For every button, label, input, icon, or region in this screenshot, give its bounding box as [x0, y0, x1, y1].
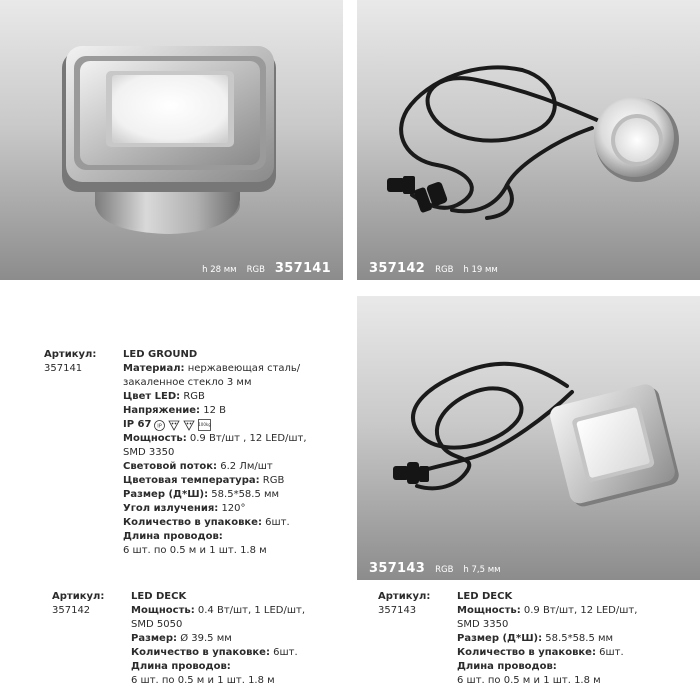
- spec-value: 0.4 Вт/шт, 1 LED/шт,: [194, 605, 306, 616]
- ip-rating-row: [123, 418, 307, 432]
- spec-label: Размер:: [131, 633, 178, 644]
- photo-caption: [369, 561, 501, 576]
- color-label: RGB: [435, 265, 454, 275]
- spec-value: RGB: [180, 391, 205, 402]
- svg-text:IP: IP: [157, 423, 163, 429]
- spec-label: Размер (Д*Ш):: [457, 633, 543, 644]
- spec-value: нержавеющая сталь/: [184, 363, 301, 374]
- spec-line: [131, 618, 305, 632]
- photo-caption: [202, 261, 331, 276]
- product-title: LED DECK: [131, 591, 187, 602]
- water-drops-icon: [183, 420, 195, 431]
- spec-label: Световой поток:: [123, 461, 218, 472]
- height-label: h 7,5 мм: [463, 565, 501, 575]
- spec-line: [131, 674, 305, 688]
- product-code: 357141: [274, 261, 331, 276]
- spec-block-357142: [52, 590, 352, 690]
- square-ground-lamp-image: [0, 0, 343, 280]
- product-photo-357142: [357, 0, 700, 280]
- round-deck-lamp-image: [357, 0, 700, 280]
- spec-value: закаленное стекло 3 мм: [123, 377, 252, 388]
- spec-value: 6шт.: [261, 517, 290, 528]
- water-drops-icon: [168, 420, 180, 431]
- spec-line: [457, 604, 637, 618]
- article-label: Артикул:: [52, 591, 105, 602]
- spec-value: 6 шт. по 0.5 м и 1 шт. 1.8 м: [131, 675, 275, 686]
- spec-value: 6.2 Лм/шт: [217, 461, 273, 472]
- load-100kg-icon: [198, 419, 211, 431]
- spec-label: Цветовая температура:: [123, 475, 260, 486]
- spec-block-357143: [378, 590, 698, 690]
- spec-line: [123, 460, 307, 474]
- spec-value: 0.9 Вт/шт, 12 LED/шт,: [520, 605, 638, 616]
- product-title: LED DECK: [457, 591, 513, 602]
- spec-label: Длина проводов:: [457, 661, 557, 672]
- spec-label: Мощность:: [457, 605, 521, 616]
- spec-label: Напряжение:: [123, 405, 201, 416]
- spec-label: Мощность:: [131, 605, 195, 616]
- spec-label: Количество в упаковке:: [457, 647, 596, 658]
- spec-line: [123, 488, 307, 502]
- spec-line: [123, 432, 307, 446]
- spec-label: Количество в упаковке:: [123, 517, 262, 528]
- spec-value: 6 шт. по 0.5 м и 1 шт. 1.8 м: [457, 675, 601, 686]
- photo-caption: [369, 261, 498, 276]
- spec-value: 120°: [218, 503, 246, 514]
- article-value: 357142: [52, 605, 91, 616]
- spec-value: 6 шт. по 0.5 м и 1 шт. 1.8 м: [123, 545, 267, 556]
- spec-line: [457, 646, 637, 660]
- spec-lines: [131, 590, 305, 688]
- article-value: 357141: [44, 363, 83, 374]
- spec-value: 6шт.: [595, 647, 624, 658]
- spec-value: 58.5*58.5 мм: [208, 489, 280, 500]
- color-label: RGB: [435, 565, 454, 575]
- spec-label: Длина проводов:: [131, 661, 231, 672]
- svg-text:100kg: 100kg: [198, 422, 212, 427]
- spec-label: Мощность:: [123, 433, 187, 444]
- spec-value: Ø 39.5 мм: [177, 633, 232, 644]
- spec-line: [457, 632, 637, 646]
- spec-label: Угол излучения:: [123, 503, 219, 514]
- spec-lines: [457, 590, 637, 688]
- spec-lines: [123, 348, 307, 558]
- product-photo-357143: [357, 296, 700, 580]
- product-photo-357141: [0, 0, 343, 280]
- spec-line: [123, 502, 307, 516]
- spec-value: 12 В: [200, 405, 226, 416]
- spec-label: Размер (Д*Ш):: [123, 489, 209, 500]
- article-value: 357143: [378, 605, 417, 616]
- spec-value: 6шт.: [269, 647, 298, 658]
- spec-line: [123, 404, 307, 418]
- spec-line: [123, 446, 307, 460]
- spec-line: [131, 632, 305, 646]
- spec-line: [457, 674, 637, 688]
- spec-label: Количество в упаковке:: [131, 647, 270, 658]
- article-label: Артикул:: [44, 349, 97, 360]
- product-title: LED GROUND: [123, 349, 198, 360]
- spec-label: Материал:: [123, 363, 185, 374]
- spec-value: SMD 5050: [131, 619, 183, 630]
- spec-value: 58.5*58.5 мм: [542, 633, 614, 644]
- spec-value: SMD 3350: [457, 619, 509, 630]
- spec-line: [123, 516, 307, 530]
- square-deck-lamp-image: [357, 296, 700, 580]
- spec-line: [123, 474, 307, 488]
- height-label: h 19 мм: [463, 265, 498, 275]
- spec-line: [131, 604, 305, 618]
- product-code: 357142: [369, 261, 426, 276]
- spec-line: [131, 646, 305, 660]
- spec-block-357141: [44, 348, 344, 564]
- spec-line: [131, 660, 305, 674]
- spec-line: [123, 376, 307, 390]
- spec-line: [123, 544, 307, 558]
- spec-line: [123, 362, 307, 376]
- spec-line: [457, 660, 637, 674]
- height-label: h 28 мм: [202, 265, 237, 275]
- spec-label: IP 67: [123, 419, 152, 430]
- spec-line: [457, 618, 637, 632]
- article-label: Артикул:: [378, 591, 431, 602]
- spec-value: RGB: [259, 475, 285, 486]
- spec-label: Цвет LED:: [123, 391, 181, 402]
- ip-dust-icon: [154, 420, 165, 431]
- spec-line: [123, 530, 307, 544]
- product-code: 357143: [369, 561, 426, 576]
- color-label: RGB: [246, 265, 265, 275]
- spec-value: 0.9 Вт/шт , 12 LED/шт,: [186, 433, 307, 444]
- spec-value: SMD 3350: [123, 447, 175, 458]
- spec-label: Длина проводов:: [123, 531, 223, 542]
- spec-line: [123, 390, 307, 404]
